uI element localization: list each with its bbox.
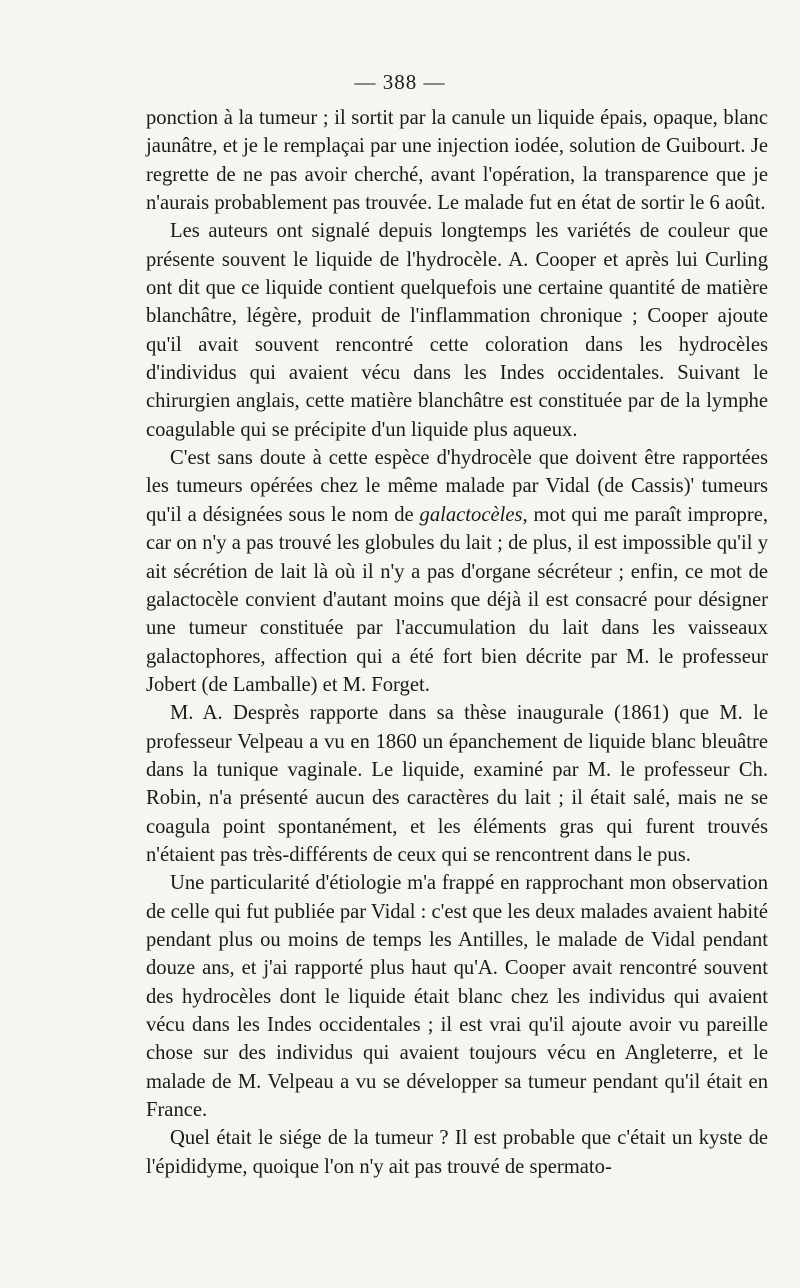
paragraph-hydrocele-color: Les auteurs ont signalé depuis longtemps les variétés de couleur que présente souvent le liquide de l'hydrocèle. A. Cooper et après lui Curling ont dit que ce liquide contient quelquefois une certaine quantité de matière blanchâtre, légère, produit de l'inflammation chronique ; Cooper ajoute qu'il avait souvent rencontré cette coloration dans les hydrocèles d'individus qui avaient vécu dans les Indes occidentales. Suivant le chirurgien anglais, cette matière blanchâtre est constituée par de la lymphe coagulable qui se précipite d'un liquide plus aqueux. xyxy=(146,220,768,441)
body-text xyxy=(146,104,768,1181)
paragraph-etiology: Une particularité d'étiologie m'a frappé en rapprochant mon observation de celle qui fut publiée par Vidal : c'est que les deux malades avaient habité pendant plus ou moins de temps les Antilles, le malade de Vidal pendant douze ans, et j'ai rapporté plus haut qu'A. Cooper avait rencontré souvent des hydrocèles dont le liquide était blanc chez les individus qui avaient vécu dans les Indes occidentales ; il est vrai qu'il ajoute avoir vu pareille chose sur des individus qui avaient toujours vécu en Angleterre, et le malade de M. Velpeau a vu se développer sa tumeur pendant qu'il était en France. xyxy=(146,872,768,1122)
paragraph-galactocele-text-2: , mot qui me paraît impropre, car on n'y a pas trouvé les globules du lait ; de plus, il est impossible qu'il y ait sécrétion de lait là où il n'y a pas d'organe sécréteur ; enfin, ce mot de galactocèle convient d'autant moins que déjà il est consacré pour désigner une tumeur constituée par l'accumulation du lait dans les vaisseaux galactophores, affection qui a été fort bien décrite par M. le professeur Jobert (de Lamballe) et M. Forget. xyxy=(146,503,768,696)
paragraph-galactocele xyxy=(146,444,768,699)
paragraph-despres: M. A. Desprès rapporte dans sa thèse inaugurale (1861) que M. le professeur Velpeau a vu en 1860 un épanchement de liquide blanc bleuâtre dans la tunique vaginale. Le liquide, examiné par M. le professeur Ch. Robin, n'a présenté aucun des caractères du lait ; il était salé, mais ne se coagula point spontanément, et les éléments gras qui furent trouvés n'étaient pas très-différents de ceux qui se rencontrent dans le pus. xyxy=(146,702,768,866)
paragraph-continuation: ponction à la tumeur ; il sortit par la canule un liquide épais, opaque, blanc jaunâtre, et je le remplaçai par une injection iodée, solution de Guibourt. Je regrette de ne pas avoir cherché, avant l'opération, la transparence que je n'aurais probablement pas trouvée. Le malade fut en état de sortir le 6 août. xyxy=(146,107,768,215)
paragraph-galactocele-text-1: C'est sans doute à cette espèce d'hydrocèle que doivent être rapportées les tumeurs opérées chez le même malade par Vidal (de Cassis)' tumeurs qu'il a désignées sous le nom de xyxy=(146,447,768,526)
page-number: — 388 — xyxy=(354,70,446,94)
galactoceles-term: galactocèles xyxy=(419,503,523,526)
paragraph-tumor-site: Quel était le siége de la tumeur ? Il est probable que c'était un kyste de l'épididyme, quoique l'on n'y ait pas trouvé de spermato- xyxy=(146,1127,768,1178)
